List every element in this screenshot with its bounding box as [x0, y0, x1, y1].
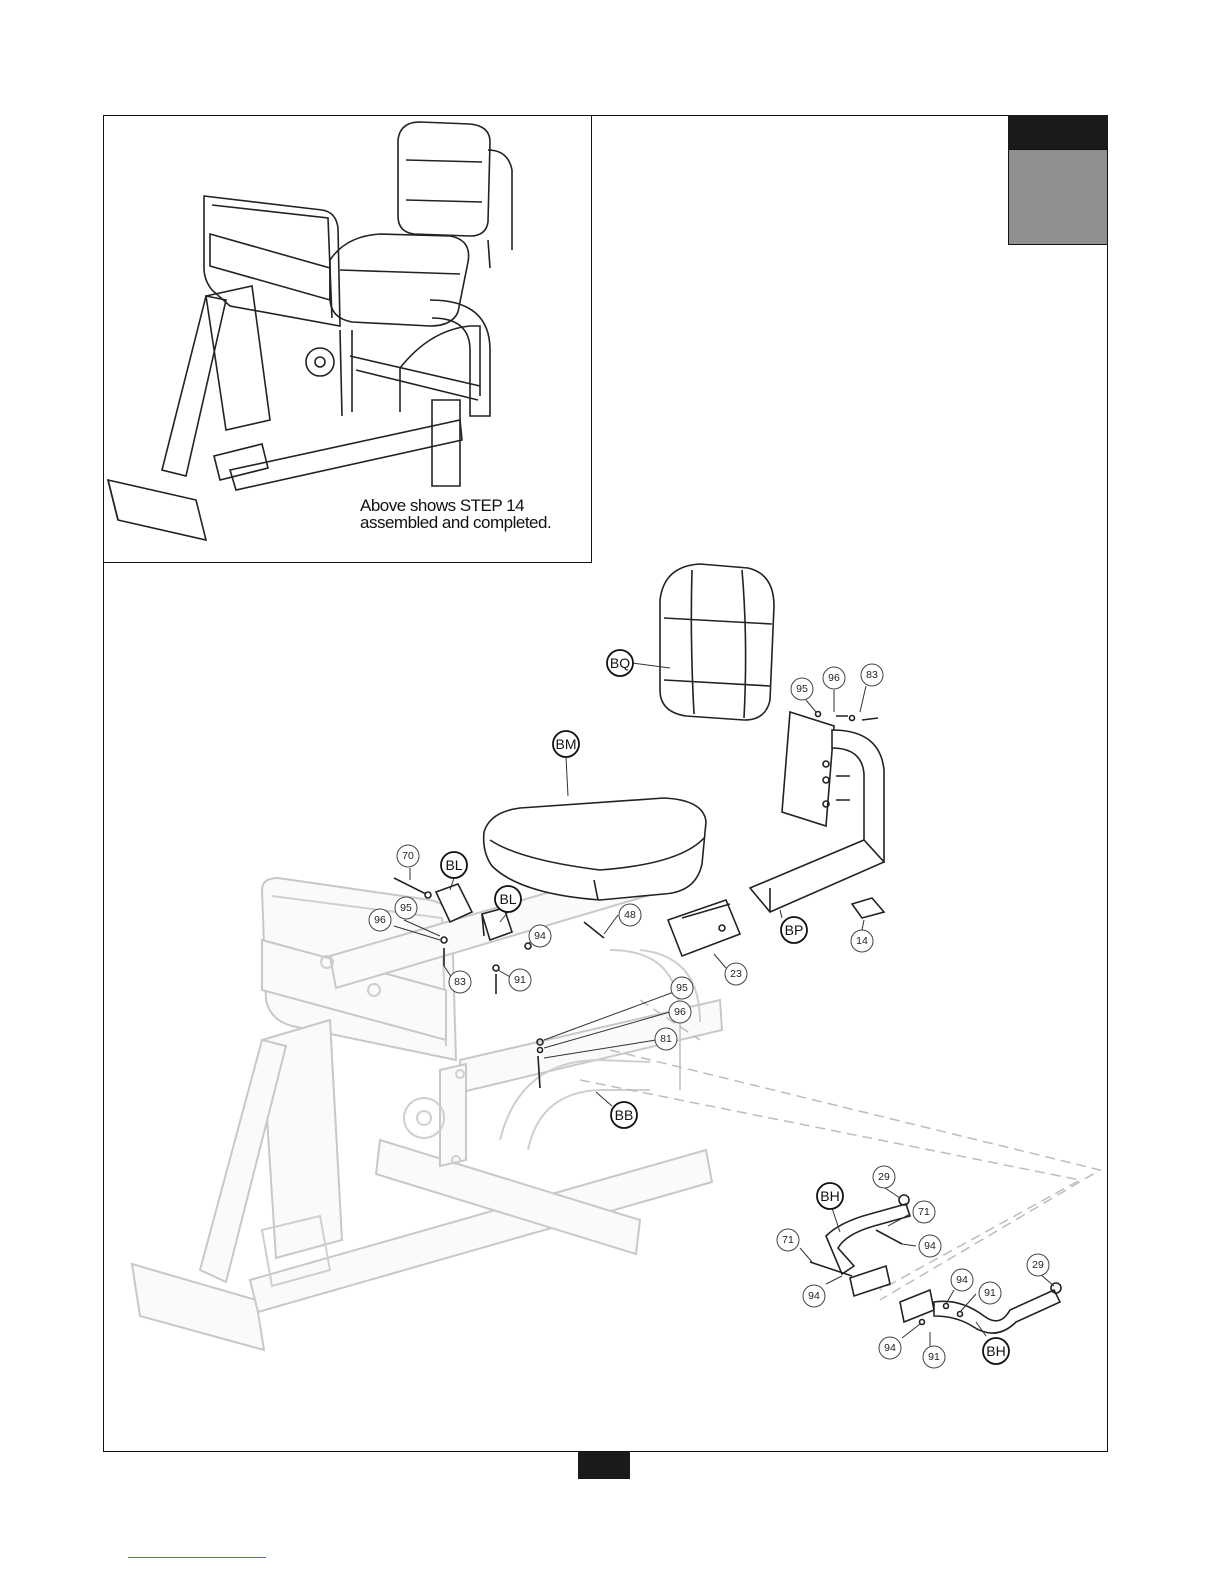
part-number-96-left-text: 96 [374, 914, 386, 926]
part-number-96-left [369, 909, 391, 931]
part-number-94-handle-upper-text: 94 [924, 1240, 936, 1252]
part-number-83-top [861, 664, 883, 686]
part-number-81-text: 81 [660, 1033, 672, 1045]
part-number-14-text: 14 [856, 935, 868, 947]
part-number-91-handle-right-text: 91 [984, 1287, 996, 1299]
part-number-94-handle-right-text: 94 [956, 1274, 968, 1286]
part-label-bh-2 [983, 1338, 1009, 1364]
part-number-94-mid [529, 925, 551, 947]
part-number-83-left [449, 971, 471, 993]
seat-cushion-part [484, 798, 706, 900]
part-number-70 [397, 845, 419, 867]
part-label-bl-1-text: BL [445, 857, 463, 873]
part-label-bl-2-text: BL [499, 891, 517, 907]
part-number-95-lower-text: 95 [676, 982, 688, 994]
part-number-48-text: 48 [624, 909, 636, 921]
backrest-frame-part [750, 712, 884, 912]
part-number-96-top-text: 96 [828, 672, 840, 684]
part-number-71-left-text: 71 [782, 1234, 794, 1246]
inset-illustration [108, 122, 512, 540]
part-label-bl-1 [441, 852, 467, 878]
part-number-70-text: 70 [402, 850, 414, 862]
part-label-bl-2 [495, 886, 521, 912]
part-label-bq-text: BQ [609, 655, 631, 671]
part-number-94-handle-upper [919, 1235, 941, 1257]
part-label-bp-text: BP [784, 922, 804, 938]
part-label-bh-2-text: BH [986, 1343, 1006, 1359]
part-number-94-handle-bottom-text: 94 [884, 1342, 896, 1354]
seat-back-part [660, 564, 774, 720]
part-number-83-top-text: 83 [866, 669, 878, 681]
part-number-91-handle-bottom-text: 91 [928, 1351, 940, 1363]
part-number-94-handle-left [803, 1285, 825, 1307]
part-label-bp [781, 917, 807, 943]
part-number-23-text: 23 [730, 968, 742, 980]
part-number-94-handle-left-text: 94 [808, 1290, 820, 1302]
part-number-71-right-text: 71 [918, 1206, 930, 1218]
part-label-bq [607, 650, 633, 676]
part-number-29-left [873, 1166, 895, 1188]
part-number-29-left-text: 29 [878, 1171, 890, 1183]
part-label-bb-text: BB [614, 1107, 634, 1123]
part-number-71-right [913, 1201, 935, 1223]
part-number-94-handle-right [951, 1269, 973, 1291]
part-number-48 [619, 904, 641, 926]
part-label-bh-1 [817, 1183, 843, 1209]
part-number-96-lower [669, 1001, 691, 1023]
part-label-bm-text: BM [555, 736, 577, 752]
part-label-bb [611, 1102, 637, 1128]
part-number-91-handle-right [979, 1282, 1001, 1304]
part-number-81 [655, 1028, 677, 1050]
part-number-95-top [791, 678, 813, 700]
part-number-94-mid-text: 94 [534, 930, 546, 942]
footer-link-underline [128, 1557, 266, 1558]
part-number-23 [725, 963, 747, 985]
part-number-96-lower-text: 96 [674, 1006, 686, 1018]
part-number-91-handle-bottom [923, 1346, 945, 1368]
part-number-14 [851, 930, 873, 952]
part-number-95-left [395, 897, 417, 919]
inset-caption-line1: Above shows STEP 14 [360, 496, 525, 515]
part-number-29-right [1027, 1254, 1049, 1276]
part-number-83-left-text: 83 [454, 976, 466, 988]
part-number-95-left-text: 95 [400, 902, 412, 914]
part-label-bm [553, 731, 579, 757]
part-number-95-lower [671, 977, 693, 999]
part-number-91-mid-text: 91 [514, 974, 526, 986]
part-number-94-handle-bottom [879, 1337, 901, 1359]
part-number-96-top [823, 667, 845, 689]
inset-caption-line2: assembled and completed. [360, 513, 552, 532]
part-label-bh-1-text: BH [820, 1188, 840, 1204]
part-number-95-top-text: 95 [796, 683, 808, 695]
part-number-71-left [777, 1229, 799, 1251]
part-number-91-mid [509, 969, 531, 991]
page-number-box [578, 1452, 630, 1479]
part-number-29-right-text: 29 [1032, 1259, 1044, 1271]
